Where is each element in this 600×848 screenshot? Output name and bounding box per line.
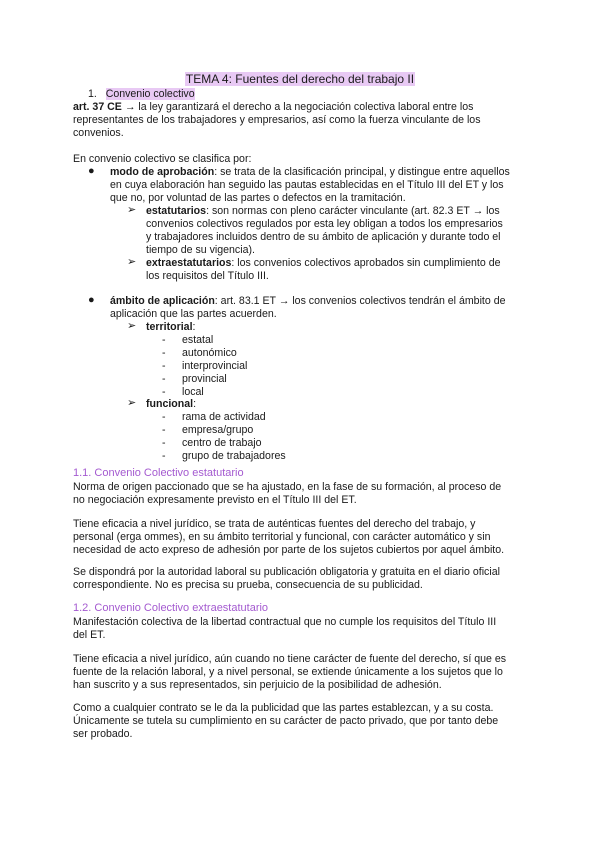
estatutario-p1 xyxy=(73,481,527,507)
estatutarios-bold: estatutarios xyxy=(146,205,207,217)
modo-line-3: que no, por voluntad de las partes o defectos en la tramitación. xyxy=(110,192,406,204)
paragraph-line: personal (erga ommes), en su ámbito territorial y funcional, con carácter automático y sin xyxy=(73,531,491,543)
extraestatutarios-line-2: los requisitos del Título III. xyxy=(146,270,269,282)
modo-aprobacion-item xyxy=(110,166,530,205)
arrow-bullet-icon: ➢ xyxy=(127,256,137,268)
bullet-icon: ● xyxy=(88,165,95,177)
art37-line-3: convenios. xyxy=(73,127,124,139)
paragraph-line: fuente de la relación laboral, y a nivel personal, se extiende únicamente a los sujetos que lo xyxy=(73,666,503,678)
list-item: grupo de trabajadores xyxy=(182,450,286,462)
estatutarios-line-1 xyxy=(146,205,530,218)
estatutario-p2 xyxy=(73,518,527,557)
list-item: empresa/grupo xyxy=(182,424,254,436)
dash-bullet: - xyxy=(162,373,166,385)
estatutarios-line-4: tiempo de su vigencia). xyxy=(146,244,255,256)
paragraph-line: necesidad de acto expreso de adhesión por parte de los sujetos cubiertos por aquel ámbito. xyxy=(73,544,505,556)
art37-line-1 xyxy=(73,101,527,114)
dash-bullet: - xyxy=(162,334,166,346)
dash-bullet: - xyxy=(162,424,166,436)
page-title-text: TEMA 4: Fuentes del derecho del trabajo II xyxy=(185,72,415,86)
art37-bold: art. 37 CE xyxy=(73,101,122,113)
estatutario-p3 xyxy=(73,566,527,592)
extraestatutarios-line-1 xyxy=(146,257,530,270)
section-number: 1. xyxy=(88,88,97,100)
list-item: provincial xyxy=(182,373,227,385)
modo-bold: modo de aprobación xyxy=(110,166,215,178)
funcional-colon: : xyxy=(193,398,197,410)
paragraph-line: Únicamente se tutela su cumplimiento en su carácter de pacto privado, que por tanto debe xyxy=(73,715,499,727)
paragraph-line: correspondiente. No es precisa su prueba, consecuencia de su publicidad. xyxy=(73,579,423,591)
territorial-label xyxy=(146,321,346,334)
paragraph-line: Tiene eficacia a nivel jurídico, aún cuando no tiene carácter de fuente del derecho, sí que es xyxy=(73,653,507,665)
extraestatutario-p1 xyxy=(73,616,527,642)
dash-bullet: - xyxy=(162,437,166,449)
subheading-extraestatutario: 1.2. Convenio Colectivo extraestatutario xyxy=(73,602,269,614)
ambito-line-2: aplicación que las partes acuerden. xyxy=(110,308,277,320)
art37-paragraph xyxy=(73,101,527,140)
estatutarios-line-2: convenios colectivos regulados por esta ley obligan a todos los empresarios xyxy=(146,218,503,230)
paragraph-line: no negociación expresamente previsto en el Título III del ET. xyxy=(73,494,357,506)
art37-line-2: representantes de los trabajadores y empresarios, así como la fuerza vinculante de los xyxy=(73,114,481,126)
extraestatutarios-text-1: : los convenios colectivos aprobados sin cumplimiento de xyxy=(231,257,501,269)
paragraph-line: ser probado. xyxy=(73,728,133,740)
bullet-icon: ● xyxy=(88,294,95,306)
paragraph-line: del ET. xyxy=(73,629,106,641)
classify-intro-text: En convenio colectivo se clasifica por: xyxy=(73,153,252,165)
paragraph-line: Se dispondrá por la autoridad laboral su publicación obligatoria y gratuita en el diario oficial xyxy=(73,566,500,578)
list-item: estatal xyxy=(182,334,214,346)
dash-bullet: - xyxy=(162,347,166,359)
section-label: Convenio colectivo xyxy=(105,88,195,100)
paragraph-line: han suscrito y a sus representados, sin perjuicio de la posibilidad de adhesión. xyxy=(73,679,442,691)
ambito-text-1: : art. 83.1 ET → los convenios colectivos tendrán el ámbito de xyxy=(214,295,506,307)
page-title xyxy=(0,72,600,87)
section-heading-convenio-colectivo xyxy=(88,88,195,101)
list-item: rama de actividad xyxy=(182,411,266,423)
arrow-bullet-icon: ➢ xyxy=(127,320,137,332)
ambito-bold: ámbito de aplicación xyxy=(110,295,215,307)
paragraph-line: Como a cualquier contrato se le da la publicidad que las partes establezcan, y a su costa. xyxy=(73,702,494,714)
territorial-bold: territorial xyxy=(146,321,193,333)
extraestatutario-p3 xyxy=(73,702,527,741)
arrow-bullet-icon: ➢ xyxy=(127,204,137,216)
classify-intro xyxy=(73,153,527,166)
paragraph-line: Manifestación colectiva de la libertad contractual que no cumple los requisitos del Título III xyxy=(73,616,497,628)
paragraph-line: Tiene eficacia a nivel jurídico, se trata de auténticas fuentes del derecho del trabajo, y xyxy=(73,518,476,530)
extraestatutario-p2 xyxy=(73,653,527,692)
modo-line-1 xyxy=(110,166,530,179)
modo-line-2: en cuya elaboración han seguido las pautas establecidas en el Título III del ET y los xyxy=(110,179,504,191)
paragraph-line: Norma de origen paccionado que se ha ajustado, en la fase de su formación, al proceso de xyxy=(73,481,502,493)
dash-bullet: - xyxy=(162,411,166,423)
ambito-aplicacion-item xyxy=(110,295,530,321)
list-item: centro de trabajo xyxy=(182,437,262,449)
estatutarios-line-3: y trabajadores incluidos dentro de su ámbito de aplicación y durante todo el xyxy=(146,231,501,243)
subheading-estatutario: 1.1. Convenio Colectivo estatutario xyxy=(73,467,244,479)
funcional-bold: funcional xyxy=(146,398,194,410)
arrow-bullet-icon: ➢ xyxy=(127,397,137,409)
dash-bullet: - xyxy=(162,386,166,398)
list-item: interprovincial xyxy=(182,360,248,372)
extraestatutarios-item xyxy=(146,257,530,283)
ambito-line-1 xyxy=(110,295,530,308)
modo-text-1: : se trata de la clasificación principal, y distingue entre aquellos xyxy=(214,166,510,178)
estatutarios-text-1: : son normas con pleno carácter vinculante (art. 82.3 ET → los xyxy=(206,205,500,217)
list-item: local xyxy=(182,386,204,398)
funcional-label xyxy=(146,398,346,411)
territorial-colon: : xyxy=(192,321,196,333)
extraestatutarios-bold: extraestatutarios xyxy=(146,257,232,269)
list-item: autonómico xyxy=(182,347,237,359)
dash-bullet: - xyxy=(162,360,166,372)
estatutarios-item xyxy=(146,205,530,257)
dash-bullet: - xyxy=(162,450,166,462)
art37-text-1: → la ley garantizará el derecho a la negociación colectiva laboral entre los xyxy=(121,101,474,113)
